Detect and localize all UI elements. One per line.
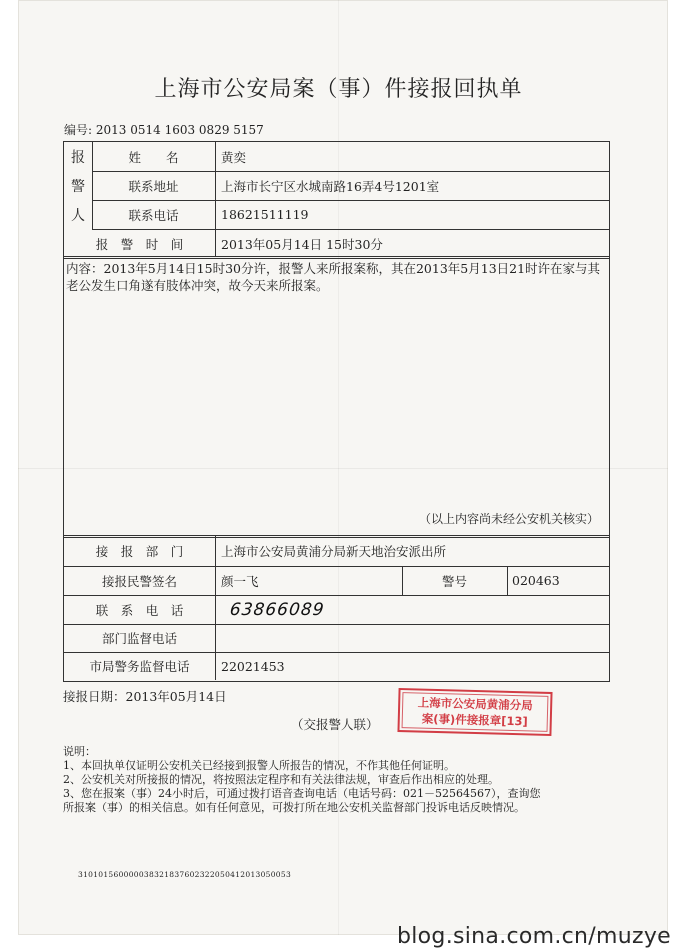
dept-row: [64, 536, 609, 567]
content-box: [63, 256, 610, 538]
city-supervision-row: [64, 652, 609, 680]
stamp-line-2: 案(事)件接报章[13]: [421, 711, 528, 729]
document-title: 上海市公安局案（事）件接报回执单: [154, 77, 523, 102]
instruction-item: 所报案（事）的相关信息。如有任何意见，可拨打所在地公安机关监督部门投诉电话反映情况。: [63, 801, 525, 814]
barcode-number: 310101560000038321837602322050412013050053: [78, 870, 292, 879]
instruction-item: 3、您在报案（事）24小时后，可通过拨打语音查询电话（电话号码：021－52564567），查询您: [63, 787, 541, 800]
receive-date: 接报日期：2013年05月14日: [63, 689, 227, 704]
dept-label: 接 报 部 门: [95, 544, 184, 559]
reporter-address-row: [92, 171, 609, 201]
reporter-name-row: [92, 142, 609, 172]
supervision-label: 部门监督电话: [101, 631, 177, 646]
officer-label: 接报民警签名: [101, 573, 177, 589]
contact-row: [64, 595, 609, 625]
badge-label: 警号: [441, 573, 467, 589]
supervision-value: [221, 624, 609, 652]
reporter-table: [63, 141, 610, 259]
supervision-row: [64, 624, 609, 653]
report-time-row: [64, 230, 609, 257]
blog-watermark: blog.sina.com.cn/muzye: [397, 924, 671, 949]
stamp-line-1: 上海市公安局黄浦分局: [417, 695, 533, 713]
receipt-table: [63, 535, 610, 682]
badge-value: 020463: [512, 573, 560, 588]
name-label: 姓 名: [128, 149, 179, 165]
official-seal-stamp: [397, 688, 552, 736]
name-value: 黄奕: [221, 149, 247, 165]
instruction-item: 1、本回执单仅证明公安机关已经接到报警人所报告的情况，不作其他任何证明。: [63, 759, 455, 772]
serial-number: 编号: 2013 0514 1603 0829 5157: [64, 123, 264, 137]
phone-label: 联系电话: [128, 207, 179, 223]
reporter-side-label: [64, 142, 93, 230]
address-label: 联系地址: [128, 178, 179, 194]
side-label-char: 人: [71, 208, 85, 225]
content-text: 内容：2013年5月14日15时30分许，报警人来所报案称，其在2013年5月13日21时许在家与其老公发生口角遂有肢体冲突，故今天来所报案。: [66, 261, 601, 293]
phone-value: 18621511119: [221, 207, 309, 222]
city-supervision-label: 市局警务监督电话: [89, 659, 190, 674]
copy-label: （交报警人联）: [291, 717, 379, 732]
contact-value-handwritten: 63866089: [228, 599, 326, 620]
dept-value: 上海市公安局黄浦分局新天地治安派出所: [221, 544, 447, 559]
verification-note: （以上内容尚未经公安机关核实）: [418, 512, 599, 526]
address-value: 上海市长宁区水城南路16弄4号1201室: [221, 178, 440, 194]
instructions-heading: 说明：: [63, 745, 96, 758]
officer-row: [64, 566, 609, 596]
city-supervision-value: 22021453: [221, 658, 285, 674]
report-time-label: 报 警 时 间: [95, 236, 184, 252]
side-label-char: 警: [71, 178, 85, 195]
officer-value: 颜一飞: [221, 573, 259, 589]
instructions: [63, 745, 613, 815]
instruction-item: 2、公安机关对所接报的情况，将按照法定程序和有关法律法规，审查后作出相应的处理。: [63, 773, 499, 786]
contact-label: 联 系 电 话: [95, 602, 184, 618]
reporter-phone-row: [92, 200, 609, 230]
side-label-char: 报: [71, 149, 85, 166]
report-time-value: 2013年05月14日 15时30分: [221, 236, 383, 252]
